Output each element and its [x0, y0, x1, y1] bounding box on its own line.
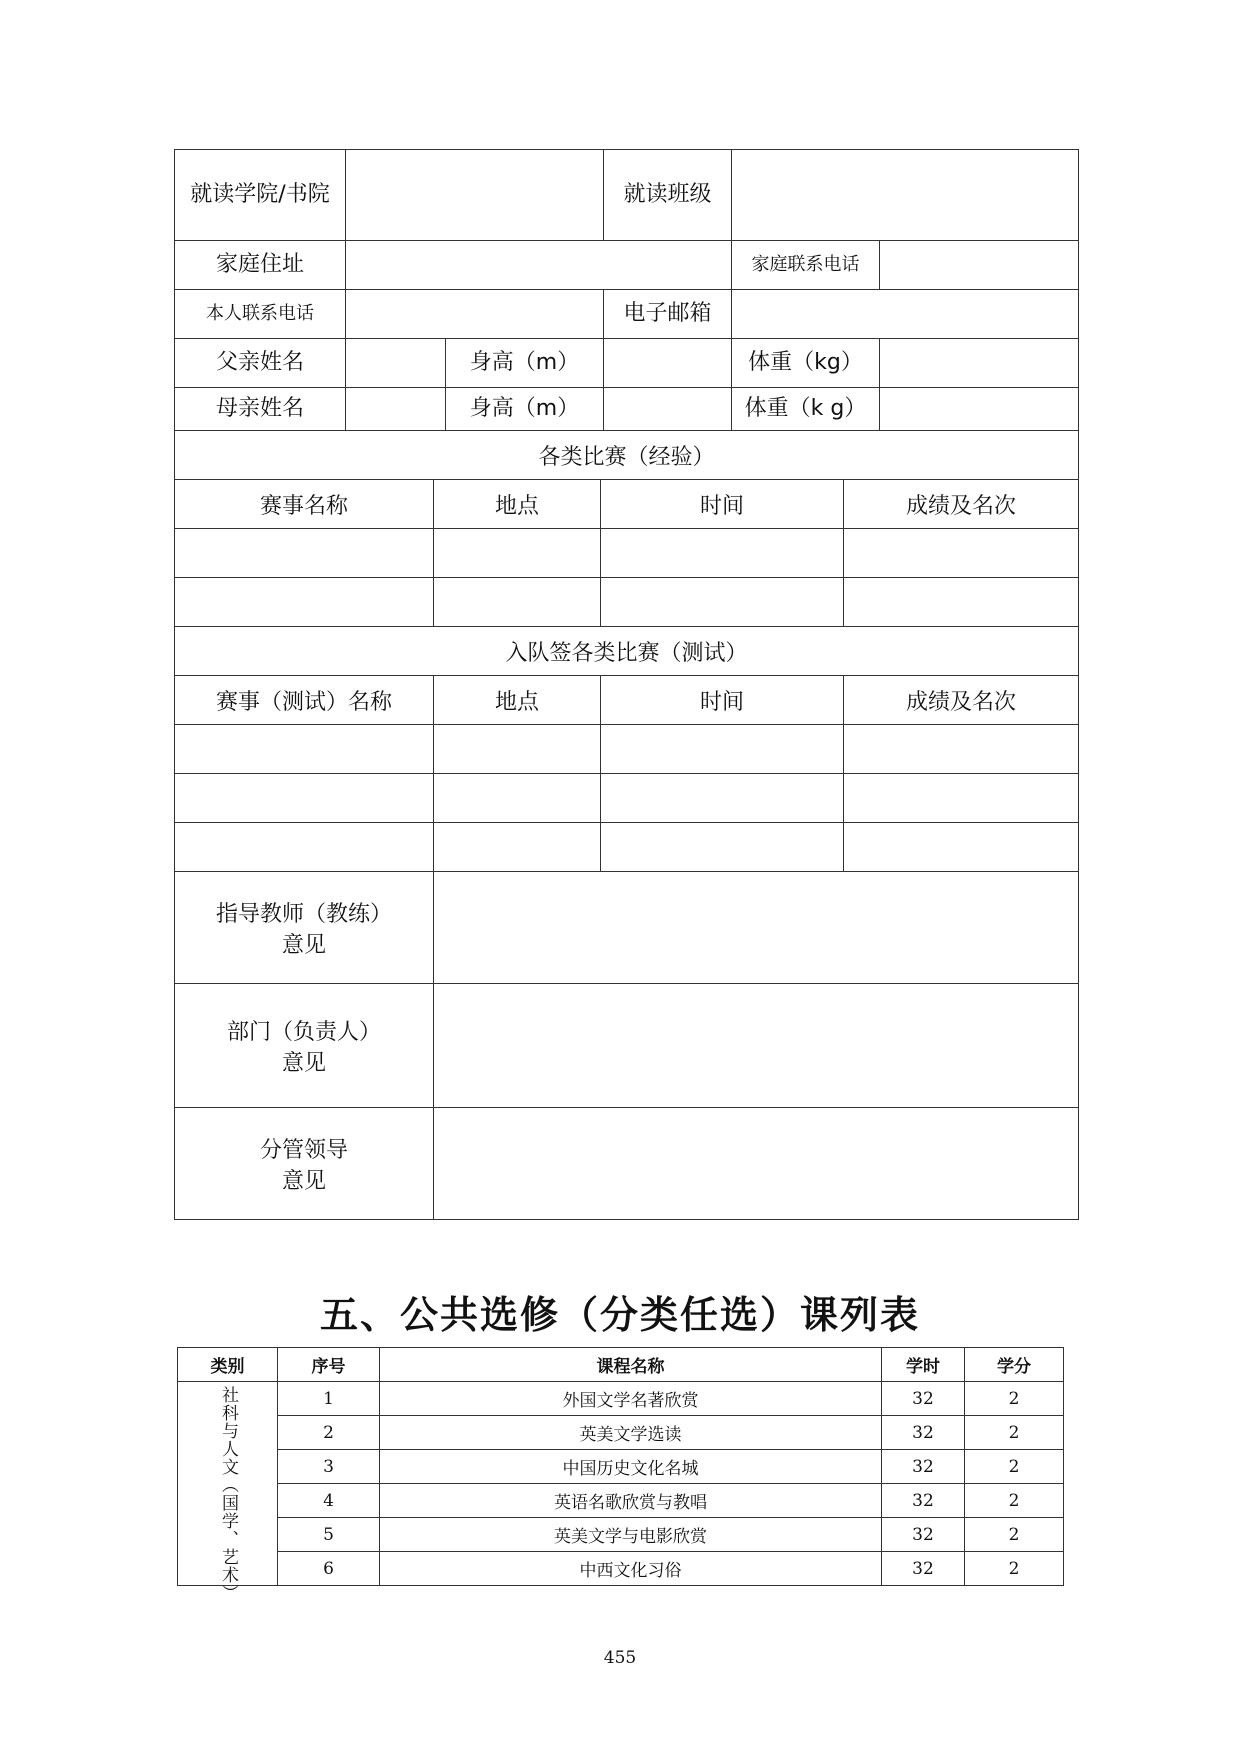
team-competition-location-field[interactable] [434, 725, 601, 774]
table-row [178, 1416, 1064, 1450]
team-competition-name-field[interactable] [175, 725, 434, 774]
competition-entry-row [175, 578, 1079, 627]
team-competition-entry-row [175, 774, 1079, 823]
competitions-header-time: 时间 [601, 480, 844, 529]
header-hours: 学时 [882, 1348, 965, 1382]
coach-opinion-label [175, 872, 434, 984]
competition-time-field[interactable] [601, 578, 844, 627]
team-competitions-header-location: 地点 [434, 676, 601, 725]
course-name: 英美文学与电影欣赏 [380, 1518, 882, 1552]
department-opinion-label-line1: 部门（负责人） [226, 1019, 381, 1045]
college-label: 就读学院/书院 [175, 150, 346, 241]
table-row [178, 1518, 1064, 1552]
table-row [178, 1552, 1064, 1586]
team-competition-result-field[interactable] [844, 725, 1079, 774]
course-name: 中国历史文化名城 [380, 1450, 882, 1484]
competition-location-field[interactable] [434, 578, 601, 627]
page-number: 455 [603, 1648, 637, 1668]
team-competition-time-field[interactable] [601, 823, 844, 872]
father-weight-label: 体重（kg） [732, 339, 880, 388]
course-name: 英美文学选读 [380, 1416, 882, 1450]
competitions-header-location: 地点 [434, 480, 601, 529]
mother-weight-label: 体重（k g） [732, 388, 880, 431]
mother-name-field[interactable] [346, 388, 446, 431]
course-credits: 2 [965, 1416, 1064, 1450]
class-field[interactable] [732, 150, 1079, 241]
course-hours: 32 [882, 1382, 965, 1416]
table-row [178, 1484, 1064, 1518]
course-name: 外国文学名著欣赏 [380, 1382, 882, 1416]
competitions-title-row [175, 431, 1079, 480]
course-credits: 2 [965, 1450, 1064, 1484]
team-competitions-header-time: 时间 [601, 676, 844, 725]
course-name: 英语名歌欣赏与教唱 [380, 1484, 882, 1518]
coach-opinion-label-line1: 指导教师（教练） [215, 901, 392, 927]
team-competitions-title: 入队签各类比赛（测试） [175, 627, 1079, 676]
header-number: 序号 [278, 1348, 380, 1382]
competitions-header-result: 成绩及名次 [844, 480, 1079, 529]
mother-weight-field[interactable] [880, 388, 1079, 431]
address-label: 家庭住址 [175, 241, 346, 290]
competition-time-field[interactable] [601, 529, 844, 578]
form-row-mother [175, 388, 1079, 431]
email-field[interactable] [732, 290, 1079, 339]
competition-entry-row [175, 529, 1079, 578]
father-name-field[interactable] [346, 339, 446, 388]
father-height-label: 身高（m） [446, 339, 604, 388]
address-field[interactable] [346, 241, 732, 290]
course-credits: 2 [965, 1552, 1064, 1586]
competition-name-field[interactable] [175, 578, 434, 627]
leader-opinion-label-line2: 意见 [281, 1168, 326, 1194]
course-credits: 2 [965, 1382, 1064, 1416]
competition-result-field[interactable] [844, 578, 1079, 627]
team-competition-location-field[interactable] [434, 823, 601, 872]
section-title: 五、公共选修（分类任选）课列表 [319, 1293, 920, 1337]
header-category: 类别 [178, 1348, 278, 1382]
course-list-table [177, 1347, 1064, 1602]
competition-location-field[interactable] [434, 529, 601, 578]
personal-phone-field[interactable] [346, 290, 604, 339]
competitions-title: 各类比赛（经验） [175, 431, 1079, 480]
competitions-header-row [175, 480, 1079, 529]
team-competition-result-field[interactable] [844, 774, 1079, 823]
course-hours: 32 [882, 1518, 965, 1552]
team-competitions-title-row [175, 627, 1079, 676]
form-row-college [175, 150, 1079, 241]
form-row-contact [175, 290, 1079, 339]
table-row [178, 1382, 1064, 1416]
course-number: 2 [278, 1416, 380, 1450]
team-competition-location-field[interactable] [434, 774, 601, 823]
team-competition-result-field[interactable] [844, 823, 1079, 872]
department-opinion-label-line2: 意见 [281, 1050, 326, 1076]
mother-height-label: 身高（m） [446, 388, 604, 431]
family-phone-label: 家庭联系电话 [732, 241, 880, 290]
registration-form-table [174, 149, 1079, 431]
department-opinion-row [175, 984, 1079, 1108]
course-number: 1 [278, 1382, 380, 1416]
team-competitions-header-result: 成绩及名次 [844, 676, 1079, 725]
team-competition-time-field[interactable] [601, 774, 844, 823]
header-course-name: 课程名称 [380, 1348, 882, 1382]
course-number: 6 [278, 1552, 380, 1586]
category-cell [178, 1382, 278, 1602]
table-row [178, 1450, 1064, 1484]
email-label: 电子邮箱 [604, 290, 732, 339]
course-hours: 32 [882, 1450, 965, 1484]
leader-opinion-field[interactable] [434, 1108, 1079, 1220]
personal-phone-label: 本人联系电话 [175, 290, 346, 339]
team-competition-name-field[interactable] [175, 774, 434, 823]
father-weight-field[interactable] [880, 339, 1079, 388]
header-credits: 学分 [965, 1348, 1064, 1382]
leader-opinion-label [175, 1108, 434, 1220]
father-name-label: 父亲姓名 [175, 339, 346, 388]
form-row-address [175, 241, 1079, 290]
team-competition-entry-row [175, 725, 1079, 774]
course-hours: 32 [882, 1416, 965, 1450]
competition-name-field[interactable] [175, 529, 434, 578]
department-opinion-field[interactable] [434, 984, 1079, 1108]
competition-table [174, 430, 1079, 1220]
team-competitions-header-row [175, 676, 1079, 725]
course-credits: 2 [965, 1518, 1064, 1552]
competitions-header-name: 赛事名称 [175, 480, 434, 529]
coach-opinion-label-line2: 意见 [281, 932, 326, 958]
leader-opinion-row [175, 1108, 1079, 1220]
mother-height-field[interactable] [604, 388, 732, 431]
team-competition-name-field[interactable] [175, 823, 434, 872]
coach-opinion-field[interactable] [434, 872, 1079, 984]
mother-name-label: 母亲姓名 [175, 388, 346, 431]
leader-opinion-label-line1: 分管领导 [259, 1137, 348, 1163]
father-height-field[interactable] [604, 339, 732, 388]
form-row-father [175, 339, 1079, 388]
course-table-header-row [178, 1348, 1064, 1382]
team-competitions-header-name: 赛事（测试）名称 [175, 676, 434, 725]
college-field[interactable] [346, 150, 604, 241]
course-number: 4 [278, 1484, 380, 1518]
team-competition-time-field[interactable] [601, 725, 844, 774]
course-credits: 2 [965, 1484, 1064, 1518]
class-label: 就读班级 [604, 150, 732, 241]
team-competition-entry-row [175, 823, 1079, 872]
coach-opinion-row [175, 872, 1079, 984]
category-label: 社科与人文（国学、艺术） [218, 1385, 238, 1602]
department-opinion-label [175, 984, 434, 1108]
course-hours: 32 [882, 1484, 965, 1518]
course-number: 5 [278, 1518, 380, 1552]
course-hours: 32 [882, 1552, 965, 1586]
family-phone-field[interactable] [880, 241, 1079, 290]
course-number: 3 [278, 1450, 380, 1484]
competition-result-field[interactable] [844, 529, 1079, 578]
course-name: 中西文化习俗 [380, 1552, 882, 1586]
